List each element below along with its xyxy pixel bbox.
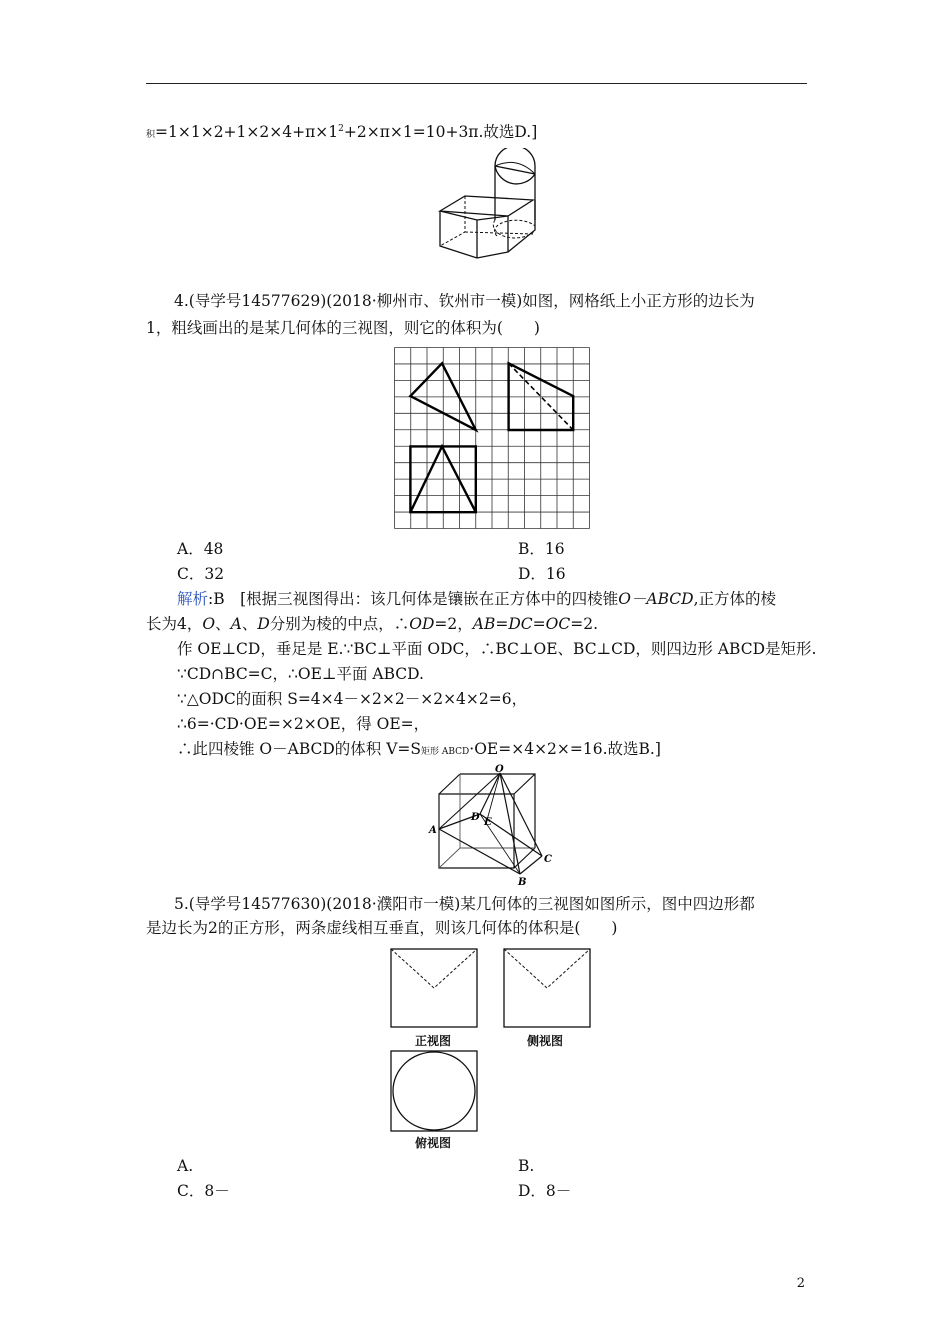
q5-option-b: B. (518, 1157, 535, 1175)
header-rule (146, 83, 807, 84)
s2d: 分别为棱的中点，∴ (269, 615, 410, 633)
q4-option-d: D．16 (518, 565, 566, 583)
s2i3: D (257, 615, 270, 633)
page-number: 2 (796, 1276, 805, 1291)
figure-box-with-half-cylinder (435, 148, 560, 264)
prev-sub: 积 (146, 130, 156, 140)
q4-option-a: A．48 (177, 540, 224, 558)
label-E: E (484, 817, 492, 828)
q4-analysis-line7 (177, 739, 661, 762)
label-C: C (544, 854, 552, 865)
s7b: ·OE=×4×2×=16.故选B.] (469, 740, 661, 758)
q4-option-c: C．32 (177, 565, 225, 583)
s7sub: 矩形 ABCD (421, 747, 470, 757)
q5-line2: 是边长为2的正方形，两条虚线相互垂直，则该几何体的体积是( ) (146, 919, 618, 937)
q5-option-a: A. (177, 1157, 194, 1175)
q4-analysis-line6: ∴6=·CD·OE=×2×OE，得 OE=， (177, 715, 430, 733)
q4-line1: 4.(导学号14577629)(2018·柳州市、钦州市一模)如图，网格纸上小正方形的边长为 (174, 292, 755, 310)
q4-analysis-line3: 作 OE⊥CD，垂足是 E.∵BC⊥平面 ODC，∴BC⊥OE、BC⊥CD，则四边形 ABCD是矩形. (177, 640, 817, 658)
q5-caption-front: 正视图 (415, 1034, 452, 1048)
s2h: =2. (570, 615, 599, 633)
s2f: = (495, 615, 509, 633)
q5-caption-side: 侧视图 (527, 1034, 564, 1048)
prev-sup: 2 (338, 123, 344, 134)
s2e: =2， (434, 615, 473, 633)
q4-sol-l1-end: ,正方体的棱 (693, 590, 776, 608)
q4-sol-l1-it: O－ABCD (618, 590, 694, 608)
s2i7: OC (545, 615, 571, 633)
label-D: D (471, 812, 480, 823)
s2i6: DC (508, 615, 533, 633)
s2i2: A (230, 615, 242, 633)
s2i4: OD (409, 615, 435, 633)
s2i5: AB (472, 615, 496, 633)
q4-analysis-line1 (177, 589, 776, 609)
label-O: O (495, 764, 504, 775)
label-A: A (429, 825, 437, 836)
s2b: 、 (215, 615, 231, 633)
q4-line2: 1，粗线画出的是某几何体的三视图，则它的体积为( ) (146, 319, 540, 337)
s2g: = (532, 615, 546, 633)
q4-sol-l1: :B [根据三视图得出：该几何体是镶嵌在正方体中的四棱锥 (208, 590, 619, 608)
label-B: B (518, 877, 527, 887)
q4-option-b: B．16 (518, 540, 565, 558)
prev-text-b: +2×π×1=10+3π.故选D.] (343, 123, 538, 141)
s2c: 、 (241, 615, 258, 633)
s2a: 长为4， (146, 615, 203, 633)
s7a: ∴此四棱锥 O－ABCD的体积 V=S (177, 740, 422, 758)
q4-analysis-line2 (146, 614, 598, 634)
prev-text-a: =1×1×2+1×2×4+π×1 (155, 123, 339, 141)
q5-top-view (390, 1050, 478, 1132)
q5-line1: 5.(导学号14577630)(2018·濮阳市一模)某几何体的三视图如图所示，图中四边形都 (174, 895, 755, 913)
prev-solution-line (146, 122, 537, 145)
q5-option-c: C．8－ (177, 1182, 230, 1200)
q4-analysis-line5: ∵△ODC的面积 S=4×4－×2×2－×2×4×2=6， (177, 690, 528, 708)
figure-cube-pyramid (425, 762, 565, 887)
q5-caption-top: 俯视图 (415, 1136, 452, 1150)
analysis-label: 解析 (177, 590, 209, 608)
s2i1: O (202, 615, 216, 633)
q5-front-view (390, 948, 478, 1028)
figure-grid-three-views (394, 347, 590, 529)
q5-option-d: D．8－ (518, 1182, 572, 1200)
q4-analysis-line4: ∵CD∩BC=C，∴OE⊥平面 ABCD. (177, 665, 424, 683)
q5-side-view (503, 948, 591, 1028)
